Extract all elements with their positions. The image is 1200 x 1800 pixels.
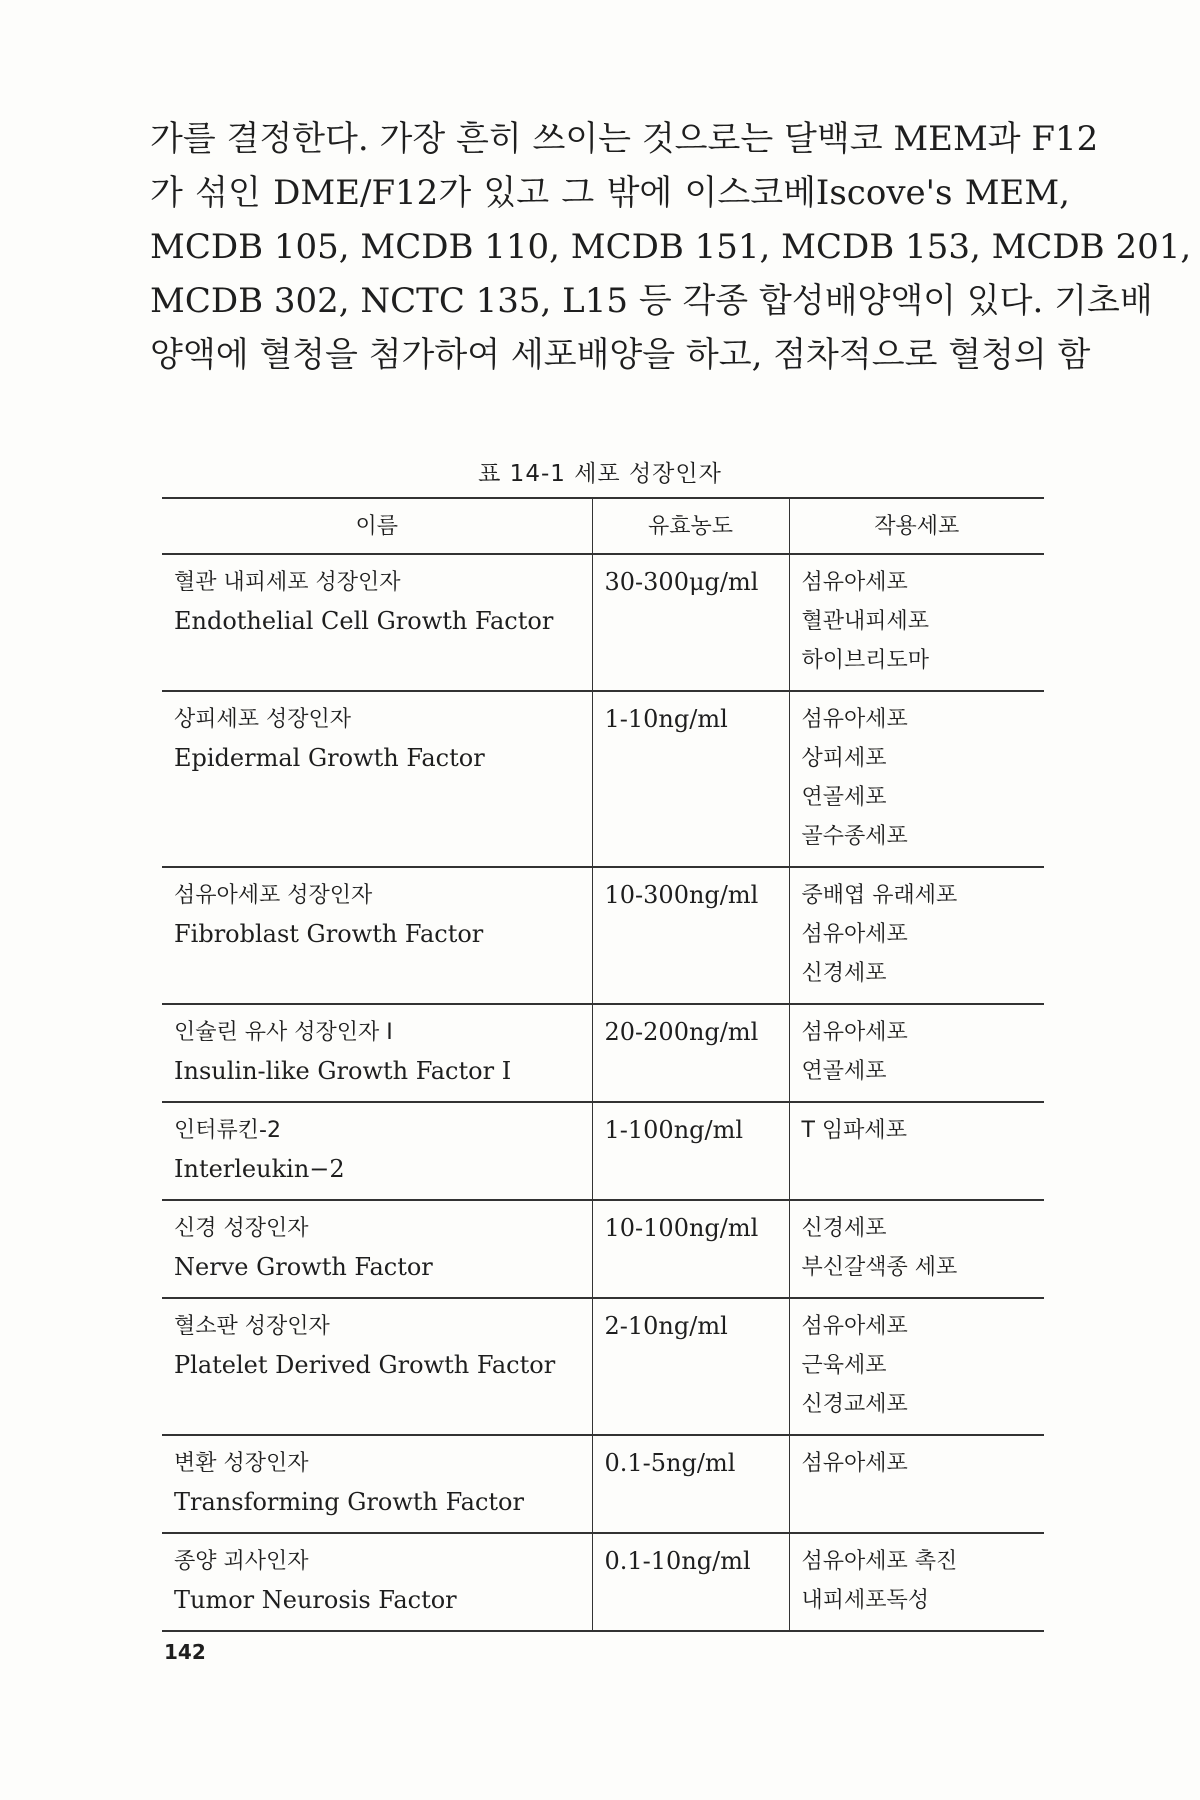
target-cell-item: 신경교세포 xyxy=(801,1392,908,1417)
paragraph-line: 양액에 혈청을 첨가하여 세포배양을 하고, 점차적으로 혈청의 함 xyxy=(150,335,1091,375)
factor-name-cell xyxy=(162,867,592,1004)
effective-concentration: 30-300μg/ml xyxy=(592,554,789,691)
target-cell-item: 신경세포 xyxy=(801,961,887,986)
factor-name-korean: 상피세포 성장인자 xyxy=(174,707,352,732)
factor-name-korean: 혈소판 성장인자 xyxy=(174,1314,330,1339)
table-row xyxy=(162,1004,1044,1102)
page-number: 142 xyxy=(164,1640,206,1664)
target-cell-item: 혈관내피세포 xyxy=(801,609,930,634)
factor-name-english: Endothelial Cell Growth Factor xyxy=(174,607,554,635)
factor-name-cell xyxy=(162,1533,592,1631)
target-cell-item: 섬유아세포 xyxy=(801,1020,908,1045)
table-row xyxy=(162,867,1044,1004)
target-cell-item: 섬유아세포 xyxy=(801,570,908,595)
table-header-row xyxy=(162,498,1044,554)
factor-name-korean: 신경 성장인자 xyxy=(174,1216,309,1241)
factor-name-english: Insulin-like Growth Factor I xyxy=(174,1057,512,1085)
factor-name-cell xyxy=(162,1298,592,1435)
target-cell-item: 연골세포 xyxy=(801,785,887,810)
table-row xyxy=(162,1200,1044,1298)
table-row xyxy=(162,691,1044,867)
factor-name-cell xyxy=(162,1102,592,1200)
table-row xyxy=(162,1102,1044,1200)
target-cells-cell xyxy=(789,1102,1044,1200)
target-cell-item: 섬유아세포 xyxy=(801,707,908,732)
target-cell-item: 섬유아세포 xyxy=(801,922,908,947)
factor-name-english: Nerve Growth Factor xyxy=(174,1253,433,1281)
table-body xyxy=(162,554,1044,1631)
table-caption: 표 14-1 세포 성장인자 xyxy=(478,461,722,487)
effective-concentration: 10-300ng/ml xyxy=(592,867,789,1004)
factor-name-english: Interleukin−2 xyxy=(174,1155,345,1183)
factor-name-korean: 인슐린 유사 성장인자 I xyxy=(174,1020,393,1045)
paragraph-line: MCDB 302, NCTC 135, L15 등 각종 합성배양액이 있다. 기초배 xyxy=(150,281,1153,321)
target-cells-cell xyxy=(789,1533,1044,1631)
target-cells-cell xyxy=(789,691,1044,867)
effective-concentration: 20-200ng/ml xyxy=(592,1004,789,1102)
target-cells-cell xyxy=(789,554,1044,691)
factor-name-english: Transforming Growth Factor xyxy=(174,1488,524,1516)
table-row xyxy=(162,1435,1044,1533)
target-cell-item: 연골세포 xyxy=(801,1059,887,1084)
factor-name-korean: 인터류킨-2 xyxy=(174,1118,281,1143)
header-target-cells: 작용세포 xyxy=(789,498,1044,554)
factor-name-cell xyxy=(162,1004,592,1102)
target-cell-item: 신경세포 xyxy=(801,1216,887,1241)
target-cell-item: 섬유아세포 촉진 xyxy=(801,1549,958,1574)
paragraph-line: 가 섞인 DME/F12가 있고 그 밖에 이스코베Iscove's MEM, xyxy=(150,173,1070,213)
factor-name-cell xyxy=(162,1200,592,1298)
target-cell-item: 섬유아세포 xyxy=(801,1314,908,1339)
target-cells-cell xyxy=(789,1435,1044,1533)
target-cell-item: 내피세포독성 xyxy=(801,1588,930,1613)
growth-factor-table xyxy=(162,497,1044,1632)
target-cell-item: 근육세포 xyxy=(801,1353,887,1378)
paragraph-line: 가를 결정한다. 가장 흔히 쓰이는 것으로는 달백코 MEM과 F12 xyxy=(150,119,1099,159)
header-concentration: 유효농도 xyxy=(592,498,789,554)
target-cell-item: 중배엽 유래세포 xyxy=(801,883,958,908)
factor-name-korean: 종양 괴사인자 xyxy=(174,1549,309,1574)
target-cell-item: 골수종세포 xyxy=(801,824,908,849)
factor-name-english: Fibroblast Growth Factor xyxy=(174,920,484,948)
target-cell-item: 섬유아세포 xyxy=(801,1451,908,1476)
target-cells-cell xyxy=(789,1200,1044,1298)
effective-concentration: 10-100ng/ml xyxy=(592,1200,789,1298)
target-cell-item: 상피세포 xyxy=(801,746,887,771)
factor-name-korean: 섬유아세포 성장인자 xyxy=(174,883,373,908)
paragraph-line: MCDB 105, MCDB 110, MCDB 151, MCDB 153, MCDB 201, xyxy=(150,227,1192,267)
effective-concentration: 0.1-10ng/ml xyxy=(592,1533,789,1631)
target-cell-item: 하이브리도마 xyxy=(801,648,930,673)
factor-name-english: Epidermal Growth Factor xyxy=(174,744,485,772)
factor-name-english: Tumor Neurosis Factor xyxy=(174,1586,457,1614)
body-paragraph xyxy=(150,112,1192,382)
table-row xyxy=(162,554,1044,691)
factor-name-english: Platelet Derived Growth Factor xyxy=(174,1351,556,1379)
factor-name-korean: 변환 성장인자 xyxy=(174,1451,309,1476)
effective-concentration: 2-10ng/ml xyxy=(592,1298,789,1435)
effective-concentration: 1-10ng/ml xyxy=(592,691,789,867)
target-cell-item: 부신갈색종 세포 xyxy=(801,1255,958,1280)
target-cells-cell xyxy=(789,867,1044,1004)
target-cell-item: T 임파세포 xyxy=(801,1118,907,1143)
factor-name-cell xyxy=(162,1435,592,1533)
target-cells-cell xyxy=(789,1298,1044,1435)
target-cells-cell xyxy=(789,1004,1044,1102)
effective-concentration: 0.1-5ng/ml xyxy=(592,1435,789,1533)
factor-name-korean: 혈관 내피세포 성장인자 xyxy=(174,570,401,595)
header-name: 이름 xyxy=(162,498,592,554)
effective-concentration: 1-100ng/ml xyxy=(592,1102,789,1200)
factor-name-cell xyxy=(162,691,592,867)
table-row xyxy=(162,1533,1044,1631)
factor-name-cell xyxy=(162,554,592,691)
table-row xyxy=(162,1298,1044,1435)
